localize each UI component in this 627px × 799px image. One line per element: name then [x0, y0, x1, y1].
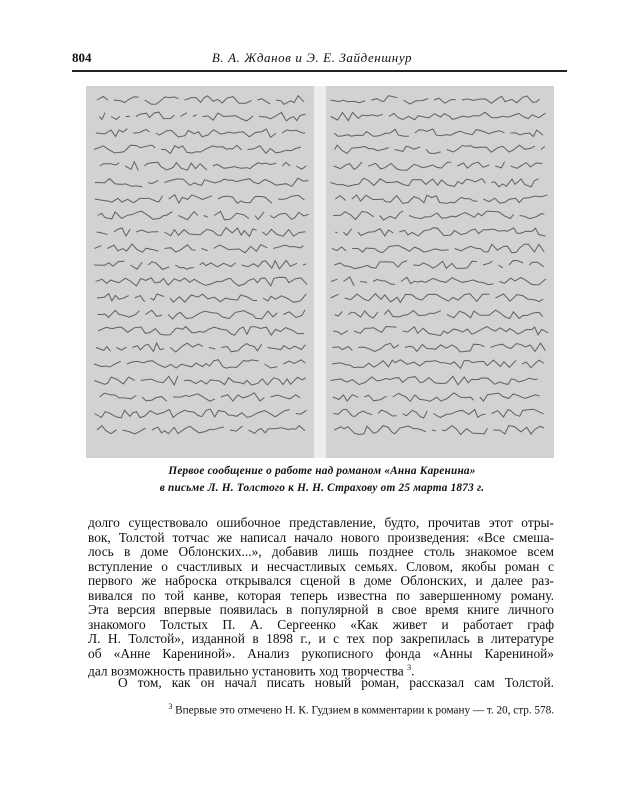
- footnote-reference: 3: [407, 663, 412, 672]
- body-text: [88, 516, 554, 690]
- page-header: [72, 50, 572, 68]
- manuscript-image: [86, 86, 554, 458]
- page-fold: [314, 86, 326, 458]
- text-line: знакомого Толстых П. А. Сергеенко «Как живет и работает граф: [88, 616, 554, 632]
- text-line: Л. Н. Толстой», изданной в 1898 г., и с тех пор закрепилась в литературе: [88, 631, 554, 646]
- figure-caption: [72, 463, 572, 497]
- text-line: О том, как он начал писать новый роман, рассказал сам Толстой.: [118, 674, 554, 690]
- footnote-text: Впервые это отмечено Н. К. Гудзием в комментарии к роману — т. 20, стр. 578.: [175, 704, 554, 717]
- header-rule: [72, 70, 567, 72]
- footnote: [108, 700, 554, 718]
- text-line-wrapper: [88, 661, 554, 679]
- caption-line: Первое сообщение о работе над романом «Анна Каренина»: [168, 465, 476, 477]
- text-line: Эта версия впервые появилась в популярной в свое время книге личного: [88, 602, 554, 617]
- text-line: вступление о счастливых и несчастливых семьях. Словом, якобы роман с: [88, 558, 554, 574]
- text-line: вок, Толстой тотчас же написал начало нового произведения: «Все смеша-: [88, 529, 554, 545]
- caption-line: в письме Л. Н. Толстого к Н. Н. Страхову от 25 марта 1873 г.: [159, 482, 485, 494]
- text-line: вивался по той канве, которая теперь известна по завершенному роману.: [88, 587, 554, 603]
- text-line: долго существовало ошибочное представление, будто, прочитав этот отры-: [88, 515, 554, 530]
- text-line: первого же наброска открывался сценой в доме Облонских, и далее раз-: [88, 573, 554, 588]
- text-line: лось в доме Облонских...», добавив лишь позднее столь знакомое всем: [88, 544, 554, 559]
- running-title: В. А. Жданов и Э. Е. Зайденшнур: [211, 50, 413, 65]
- footnote-marker: 3: [168, 702, 173, 711]
- text-line: об «Анне Карениной». Анализ рукописного фонда «Анны Карениной»: [88, 645, 554, 661]
- page-number: 804: [72, 50, 92, 65]
- text-line-content: дал возможность правильно установить ход творчества: [88, 663, 404, 679]
- sentence-period: .: [411, 663, 415, 679]
